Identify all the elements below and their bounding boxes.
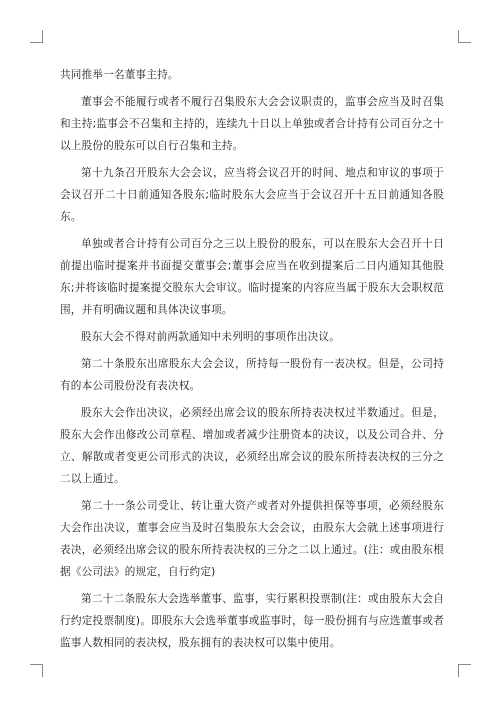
crop-mark-bottom-left [30, 664, 43, 677]
paragraph-article-19: 第十九条召开股东大会会议，应当将会议召开的时间、地点和审议的事项于会议召开二十日前通知各股东;临时股东大会应当于会议召开十五日前通知各股东。 [60, 167, 444, 223]
crop-mark-top-right [458, 30, 471, 43]
paragraph-unlisted-matters: 股东大会不得对前两款通知中未列明的事项作出决议。 [81, 331, 341, 343]
paragraph-resolution-voting: 股东大会作出决议，必须经出席会议的股东所持表决权过半数通过。但是，股东大会作出修改公司章程、增加或者减少注册资本的决议，以及公司合并、分立、解散或者变更公司形式的决议，必须经出席会议的股东所持表决权的三分之二以上通过。 [60, 407, 444, 485]
paragraph-interim-proposal: 单独或者合计持有公司百分之三以上股份的股东，可以在股东大会召开十日前提出临时提案并书面提交董事会;董事会应当在收到提案后二日内通知其他股东;并将该临时提案提交股东大会审议。临时提案的内容应当属于股东大会职权范围，并有明确议题和具体决议事项。 [60, 238, 444, 316]
crop-mark-bottom-right [458, 664, 471, 677]
paragraph-article-20: 第二十条股东出席股东大会会议，所持每一股份有一表决权。但是，公司持有的本公司股份没有表决权。 [60, 358, 444, 392]
paragraph-article-21: 第二十一条公司受让、转让重大资产或者对外提供担保等事项，必须经股东大会作出决议，董事会应当及时召集股东大会会议，由股东大会就上述事项进行表决，必须经出席会议的股东所持表决权的三分之二以上通过。(注：或由股东根据《公司法》的规定，自行约定) [60, 500, 444, 578]
paragraph-article-22: 第二十二条股东大会选举董事、监事，实行累积投票制(注：或由股东大会自行约定投票制度)。即股东大会选举董事或监事时，每一股份拥有与应选董事或者监事人数相同的表决权，股东拥有的表决权可以集中使用。 [60, 593, 444, 649]
paragraph-supervisor-convening: 董事会不能履行或者不履行召集股东大会会议职责的，监事会应当及时召集和主持;监事会不召集和主持的，连续九十日以上单独或者合计持有公司百分之十以上股份的股东可以自行召集和主持。 [60, 96, 444, 152]
crop-mark-top-left [30, 30, 43, 43]
document-body [60, 64, 444, 659]
paragraph-continuation: 共同推举一名董事主持。 [60, 69, 179, 81]
